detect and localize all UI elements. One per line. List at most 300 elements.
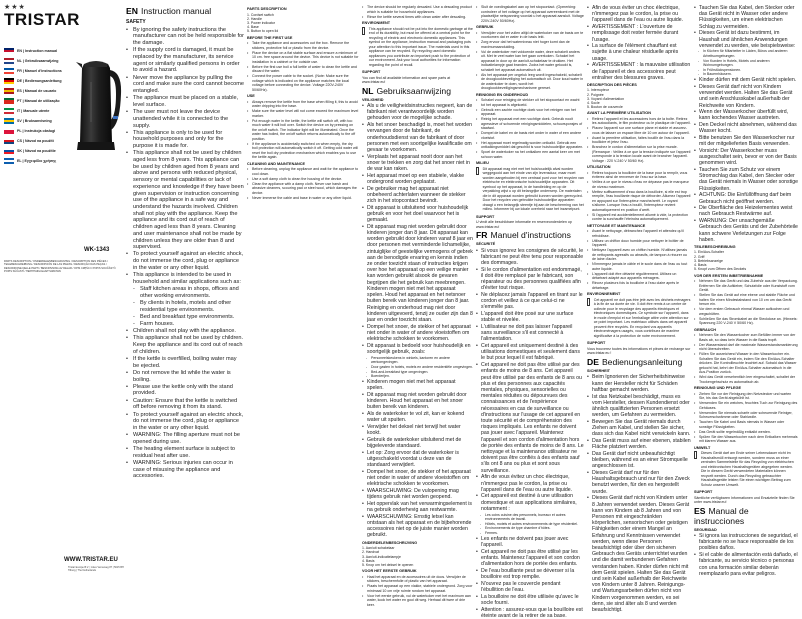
part-item: 5. Bouton de couvercle bbox=[587, 105, 623, 110]
instruction-item: • Nehmen Sie den Wasserkocher zum Befüllen immer von der Basis ab, so dass kein Wasser in die Basis tropft. bbox=[694, 333, 798, 342]
safety-subitem: - Hôtels, motels et autres environnements de type résidentiel. bbox=[476, 522, 584, 526]
utilisation-list bbox=[587, 171, 691, 222]
flag-icon bbox=[4, 128, 14, 134]
safety-subitem: - In Bauernhäusern. bbox=[694, 72, 798, 76]
website-link[interactable]: WWW.TRISTAR.EU bbox=[64, 557, 118, 563]
language-label: EL | Εγχειρίδιο χρήσης bbox=[17, 158, 57, 163]
nettoyage-heading: NETTOYAGE ET MAINTENANCE bbox=[587, 223, 646, 228]
safety-item: • Gebruik de waterkoker uitsluitend met de bijgeleverde standaard. bbox=[362, 437, 473, 449]
language-entry bbox=[4, 126, 78, 135]
instruction-item: • Nettoyez l'appareil avec un chiffon humide. N'utilisez jamais de nettoyants agressifs ou abrasifs, de tampon à récurer ou de laine d'acier. bbox=[587, 248, 691, 262]
sicherheit-heading: SICHERHEIT bbox=[587, 368, 610, 373]
instruction-item: • Mettez suffisamment d'eau dans la bouilloire, si elle est trop remplie, l'eau bouillante risque de déborder. Allumez l'appareil en appuyant sur l'interrupteur marche/arrêt. Le voyant s'allume. Lorsque l'eau a bouilli, l'interrupteur revient automatiquement en position d'arrêt. bbox=[587, 190, 691, 213]
reiniging-list bbox=[476, 98, 584, 159]
weee-bin-icon bbox=[587, 298, 590, 306]
instruction-item: • Avant le nettoyage, débranchez l'appareil et attendez qu'il refroidisse. bbox=[587, 229, 691, 238]
descaling-list bbox=[362, 5, 473, 19]
safety-item: • Please use the kettle only with the stand provided. bbox=[126, 384, 244, 397]
part-item: 5. Knop om het deksel te openen bbox=[362, 563, 414, 567]
safety-item: • This appliance is intended to be used in household and similar applications such as: bbox=[126, 272, 244, 285]
veiligheid-list bbox=[362, 103, 473, 355]
tristar-logo: TRISTAR bbox=[4, 10, 80, 29]
safety-item: • Vorsicht: Der Wasserkocher muss ausgeschaltet sein, bevor er von der Basis genommen wird. bbox=[694, 148, 798, 167]
brand-column bbox=[4, 4, 122, 571]
safety-item: • If the supply cord is damaged, it must be replaced by the manufacturer, its service agent or similarly qualified persons in order to avoid a hazard. bbox=[126, 47, 244, 74]
instruction-item: • Voor het eerste gebruik, vul de waterkoker met het maximum aan water, kook het water en gooi dit weg. Herhaal dit twee of drie keer. bbox=[362, 594, 473, 608]
safety-item: • This appliance is only to be used for household purposes and only for the purpose it is made for. bbox=[126, 130, 244, 150]
instruction-item: • Rincez plusieurs fois la bouilloire à l'eau claire après le détartrage. bbox=[587, 281, 691, 290]
safety-subitem: - In Frühstückspensionen. bbox=[694, 68, 798, 72]
flag-icon bbox=[4, 158, 14, 164]
safety-subitem: - Personeelskeukens in winkels, kantoren en andere werkomgevingen. bbox=[362, 356, 473, 365]
safety-subitem: - Les coins cuisine des personnels, bureaux et autres environnements de travail. bbox=[476, 513, 584, 522]
language-entry bbox=[4, 156, 78, 165]
before-first-use-list bbox=[247, 41, 359, 92]
securite-list bbox=[476, 248, 584, 513]
safety-item: • To protect yourself against an electric shock, do not immerse the cord, plug or appliance in the water or any other liquid. bbox=[126, 251, 244, 271]
sicherheit-list-continued bbox=[694, 5, 798, 49]
securite-list-continued bbox=[476, 536, 584, 619]
safety-item: • WAARSCHUWING: Ernstig letsel kan ontstaan als het apparaat en de bijbehorende accessoires niet op de juiste manier worden gebruikt. bbox=[362, 514, 473, 539]
instruction-item: • Das Gerät sollte regelmäßig entkalkt werden. bbox=[694, 430, 798, 435]
avant-utilisation-list bbox=[587, 117, 691, 164]
safety-item: • If the kettle is overfilled, boiling water may be ejected. bbox=[126, 356, 244, 369]
securite-heading: SÉCURITÉ bbox=[476, 242, 496, 246]
safety-item: • Si ignora las instrucciones de seguridad, el fabricante no se hace responsable de los posibles daños. bbox=[694, 533, 798, 552]
safety-item: • Bewegen Sie das Gerät niemals durch Ziehen am Kabel, und stellen Sie sicher, dass sich das Kabel nicht verwickeln kann. bbox=[587, 419, 691, 438]
safety-item: • La bouilloire ne doit être utilisée qu'avec le socle fourni. bbox=[476, 594, 584, 606]
support-text: You can find all available information and spare parts at www.tristar.eu! bbox=[362, 75, 451, 84]
support-text: U vindt alle beschikbare informatie en reserveonderdelen op www.tristar.eu! bbox=[476, 220, 572, 229]
instruction-item: • Haal het apparaat en de accessoires uit de doos. Verwijder de stickers, beschermfolie of plastic van het apparaat. bbox=[362, 575, 473, 584]
safety-item: • WAARSCHUWING: De vulopening mag tijdens gebruik niet worden geopend. bbox=[362, 488, 473, 500]
safety-item: • Tauchen Sie das Kabel, den Stecker oder das Gerät nicht in Wasser oder andere Flüssigkeiten, um einen elektrischen Schlag zu vermeiden. bbox=[694, 5, 798, 30]
section-heading-fr: FR Manuel d'instructions bbox=[476, 230, 571, 240]
model-number: WK-1343 bbox=[84, 247, 110, 253]
safety-item: • To protect yourself against an electric shock, do not immerse the cord, plug or appliance in the water or any other liquid. bbox=[126, 412, 244, 432]
safety-subitem: - In Küchen für Mitarbeiter in Läden, Büros und anderen Arbeitsumgebungen. bbox=[694, 49, 798, 58]
reiniging-heading: REINIGING EN ONDERHOUD bbox=[476, 92, 529, 97]
instruction-item: • Always remove the kettle from the base when filling it, this to avoid water dripping into the base. bbox=[247, 100, 359, 109]
instruction-item: • Use a soft damp cloth to clean the housing of the device. bbox=[247, 177, 359, 182]
instruction-item: • Take the appliance and accessories out the box. Remove the stickers, protective foil or plastic from the device. bbox=[247, 41, 359, 50]
weee-bin-icon bbox=[694, 451, 697, 459]
instruction-item: • Schakel voor reiniging de stekker uit het stopcontact en wacht tot het apparaat is afgekoeld. bbox=[476, 98, 584, 107]
veiligheid-list-continued bbox=[362, 379, 473, 539]
part-item: 2. Poignée bbox=[587, 92, 604, 97]
instruction-item: • Ziehen Sie vor der Reinigung den Netzstecker und warten Sie, bis das Gerät abgekühlt ist. bbox=[694, 392, 798, 401]
instruction-item: • If the appliance is accidentally switched on when empty, the dry boil protection will automatically switch it off. Getting cold water will reset the boil dry protection mechanism which enables you to use the kettle again. bbox=[247, 142, 359, 160]
weee-bin-icon bbox=[362, 27, 365, 35]
column-en-safety bbox=[126, 5, 244, 571]
voor-gebruik-list bbox=[362, 575, 473, 608]
instruction-item: • Connect the power cable to the socket. (Note: Make sure the voltage which is indicated on the appliance matches the local voltage before connecting the device. Voltage 220V-240V 50/60Hz). bbox=[247, 74, 359, 92]
parts-description-languages: PARTS DESCRIPTION / ONDERDELENBESCHRIJVING / DESCRIPTION DES PIÈCES / TEILEBESCHREIBUNG / DESCRIPCIÓN DE LAS PIEZAS / DESCRIÇÃO DAS PEÇAS / DESCRIZIONE DELLE PARTI / BESKRIVNING AV DELAR / OPIS CZĘŚCI / POPIS SOUČÁSTÍ / POPIS SÚČASTÍ / ΠΕΡΙΓΡΑΦΗ ΕΞΑΡΤΗΜΑΤΩΝ bbox=[4, 260, 116, 274]
safety-subitem: - Boerderijen. bbox=[362, 374, 473, 378]
teilebeschreibung-list bbox=[694, 250, 798, 271]
instruction-item: • The device should be regularly descaled. Use a descaling product which is suitable for household appliances. bbox=[362, 5, 473, 14]
safety-item: • Ne déplacez jamais l'appareil en tirant sur le cordon et veillez à ce que celui-ci ne s'emmêle pas. bbox=[476, 292, 584, 311]
environment-heading: ENVIRONMENT bbox=[362, 21, 391, 25]
language-entry bbox=[4, 96, 78, 105]
instruction-item: • Before the first use boil a full kettle of water to clean the kettle and discard the water. bbox=[247, 65, 359, 74]
language-label: ES | Manual de usuario bbox=[17, 88, 57, 93]
part-item: 1. Aan/uit schakelaar bbox=[362, 546, 395, 551]
description-pieces-list bbox=[587, 88, 691, 109]
teilebeschreibung-heading: TEILEBESCHREIBUNG bbox=[694, 244, 736, 249]
safety-subitem: - Environnements de type chambre d'hôtes. bbox=[476, 526, 584, 530]
nl-voltage-list bbox=[476, 5, 584, 23]
safety-item: • Als u de veiligheidsinstructies negeert, kan de fabrikant niet verantwoordelijk worden gehouden voor de mogelijke schade. bbox=[362, 103, 473, 122]
part-item: 1. Interrupteur bbox=[587, 88, 609, 93]
milieu-text: Dit apparaat mag niet met het huishoudelijk afval worden weggegooid aan het einde van zijn levensduur, maar moet worden aangeboden bij een centraal punt voor het recyclen van elektrische en elektronische huishoudelijke apparaten. Dit symbool op het apparaat, in de handleiding en op de verpakking wijst u op dit belangrijke onderwerp. De materialen die in dit apparaat worden gebruikt kunnen worden gerecycled. Door het recyclen van gebruikte huishoudelijke apparaten draagt u een belangrijk steentje bij aan de bescherming van het milieu. Informeer bij uw lokale overheid naar het inzamelpunt. bbox=[482, 166, 584, 211]
language-label: EN | Instruction manual bbox=[17, 48, 58, 53]
vor-inbetriebnahme-heading: VOR DER ERSTEN INBETRIEBNAHME bbox=[694, 273, 764, 278]
instruction-item: • Sluit de voedingskabel aan op het stopcontact. (Opmerking: controleer of het voltage op het apparaat overeenkomt met de plaatselijke netspanning voordat u het apparaat aansluit. Voltage 220V-240V 50/60Hz). bbox=[476, 5, 584, 23]
instruction-item: • Retirez toujours la bouilloire de la base pour la remplir, vous éviterez ainsi de renverser de l'eau sur la base. bbox=[587, 171, 691, 180]
cleaning-list bbox=[247, 167, 359, 200]
instruction-item: • Reinig het apparaat met een vochtige doek. Gebruik nooit agressieve of schurende reinigingsmiddelen, schuursponsjes of staalwol. bbox=[476, 117, 584, 131]
safety-item: • Kinder dürfen mit dem Gerät nicht spielen. bbox=[694, 77, 798, 83]
safety-item: • WARNING: The filling aperture must not be opened during use. bbox=[126, 432, 244, 445]
language-entry bbox=[4, 86, 78, 95]
language-entry bbox=[4, 56, 78, 65]
instruction-item: • Verwenden Sie niemals scharfe oder scheuernde Reiniger, Scheuerschwämme oder Stahlwolle. bbox=[694, 411, 798, 420]
safety-item: • AVERTISSEMENT : la mauvaise utilisation de l'appareil et des accessoires peut entraîner des blessures graves. bbox=[587, 62, 691, 81]
avant-utilisation-heading: AVANT LA PREMIÈRE UTILISATION bbox=[587, 111, 651, 116]
safety-item: • Dit apparaat is uitsluitend voor huishoudelijk gebruik en voor het doel waarvoor het is gemaakt. bbox=[362, 205, 473, 224]
safety-item: • Les enfants ne doivent pas jouer avec l'appareil. bbox=[476, 536, 584, 548]
instruction-item: • Branchez le cordon d'alimentation sur la prise murale. (Remarque : Veillez à ce que la tension indiquée sur l'appareil corresponde à la tension locale avant de brancher l'appareil. Voltage : 220 V-240 V 50/60 Hz). bbox=[587, 145, 691, 163]
before-first-use-heading: BEFORE THE FIRST USE bbox=[247, 35, 293, 40]
flag-icon bbox=[4, 108, 14, 114]
veiligheid-heading: VEILIGHEID bbox=[362, 97, 384, 102]
language-entry bbox=[4, 46, 78, 55]
safety-item: • Afin de vous éviter un choc électrique, n'immergez pas le cordon, la prise ou l'appareil dans de l'eau ou autre liquide. bbox=[587, 5, 691, 24]
safety-item: • Cet appareil est uniquement destiné à des utilisations domestiques et seulement dans le but pour lequel il est fabriqué. bbox=[476, 343, 584, 362]
language-label: PT | Manual de utilização bbox=[17, 98, 60, 103]
safety-item: • This appliance shall not be used by children aged less from 8 years. This appliance can be used by children aged from 8 years and above and persons with reduced physical, sensory or mental capabilities or lack of experience and knowledge if they have been given supervision or instruction concerning use of the appliance in a safe way and understand the hazards involved. Children shall not play with the appliance. Keep the appliance and its cord out of reach of children aged less than 8 years. Cleaning and user maintenance shall not be made by children unless they are older than 8 and supervised. bbox=[126, 150, 244, 251]
safety-item: • The heating element surface is subject to residual heat after use. bbox=[126, 446, 244, 459]
safety-item: • Dit apparaat mag niet worden gebruikt door kinderen jonger dan 8 jaar. Dit apparaat kan worden gebruikt door kinderen vanaf 8 jaar en door personen met verminderde lichamelijke, zintuiglijke of geestelijke vermogens of gebrek aan de benodigde ervaring en kennis indien ze onder toezicht staan of instructies krijgen over hoe het apparaat op een veilige manier kan worden gebruikt alsook de gevaren begrijpen die het gebruik kan meebrengen. Kinderen mogen niet met het apparaat spelen. Houd het apparaat en het netsnoer buiten bereik van kinderen jonger dan 8 jaar. Reiniging en onderhoud mag niet door kinderen uitgevoerd, tenzij ze ouder zijn dan 8 jaar en onder toezicht staan. bbox=[362, 224, 473, 323]
gebrauch-heading: GEBRAUCH bbox=[694, 327, 716, 332]
support-heading: SUPPORT bbox=[694, 490, 713, 494]
instruction-item: • Dompel de kabel en de basis niet onder in water of een andere vloeistof. bbox=[476, 131, 584, 140]
safety-item: • Dieses Gerät darf nicht von Kindern unter 8 Jahren verwendet werden. Dieses Gerät kann von Kindern ab 8 Jahren und von Personen mit eingeschränkten körperlichen, sensorischen oder geistigen Fähigkeiten oder einem Mangel an Erfahrung und Kenntnissen verwendet werden, wenn diese Personen beaufsichtigt oder über den sicheren Gebrauch des Geräts unterrichtet wurden und die damit verbundenen Gefahren verstanden haben. Kinder dürfen nicht mit dem Gerät spielen. Halten Sie das Gerät und sein Kabel außerhalb der Reichweite von Kindern unter 8 Jahren. Reinigungs- und Wartungsarbeiten dürfen nicht von Kindern vorgenommen werden, es sei denn, sie sind älter als 8 und werden beaufsichtigt. bbox=[587, 495, 691, 613]
instruction-item: • Verwijder voor het vullen altijd de waterkoker van de basis om te voorkomen dat er water in de basis lekt. bbox=[476, 31, 584, 40]
safety-item: • Attention : assurez-vous que la bouilloire est éteinte avant de la retirer de sa base. bbox=[476, 607, 584, 619]
column-en-usage bbox=[247, 5, 359, 571]
safety-item: • The user must not leave the device unattended while it is connected to the supply. bbox=[126, 109, 244, 129]
safety-item: • Afin de vous évitez un choc électrique, n'immergez pas le cordon, la prise ou l'appareil dans de l'eau ou autre liquide. bbox=[476, 474, 584, 493]
safety-subitem: - Fermes. bbox=[476, 531, 584, 535]
safety-item: • Children shall not play with the appliance. bbox=[126, 328, 244, 335]
instruction-item: • Vor dem ersten Gebrauch einmal Wasser aufkochen und wegschütten. bbox=[694, 307, 798, 316]
company-address: Tristar Europe B.V. | Jules Verneweg 87 | 5015 BH Tilburg | The Netherlands bbox=[68, 566, 124, 572]
section-heading-en: EN Instruction manual bbox=[126, 6, 212, 16]
instruction-item: • Zorg ervoor dat het waterniveau niet hoger komt dan de maximumaanduiding. bbox=[476, 40, 584, 49]
safety-item: • Dit apparaat is bedoeld voor huishoudelijk en soortgelijk gebruik, zoals: bbox=[362, 343, 473, 355]
language-index bbox=[4, 46, 78, 166]
instruction-item: • N'immergez jamais le câble et le socle dans de l'eau ou tout autre liquide. bbox=[587, 262, 691, 271]
utilisation-heading: UTILISATION bbox=[587, 165, 611, 170]
section-heading-nl: NL Gebruiksaanwijzing bbox=[362, 85, 451, 96]
safety-item: • Als de waterkoker te vol zit, kan er kokend water uit spuiten. bbox=[362, 411, 473, 423]
reinigung-heading: REINIGUNG UND PFLEGE bbox=[694, 386, 742, 390]
safety-item: • Dompel het snoer, de stekker of het apparaat niet onder in water of andere vloeistoffen om elektrische schokken te voorkomen. bbox=[362, 324, 473, 343]
safety-item: • Das Gerät darf nicht unbeaufsichtigt bleiben, während es an einer Stromquelle angeschlossen ist. bbox=[587, 451, 691, 470]
safety-item: • La surface de l'élément chauffant est sujette à une chaleur résiduelle après usage. bbox=[587, 43, 691, 62]
flag-icon bbox=[4, 98, 14, 104]
flag-icon bbox=[4, 58, 14, 64]
safety-item: • Het oppervlak van het verwarmingselement is na gebruik onderhevig aan restwarmte. bbox=[362, 501, 473, 513]
use-list bbox=[247, 100, 359, 160]
safety-item: • Let op: Zorg ervoor dat de waterkoker is uitgeschakeld voordat u deze van de standaard verwijdert. bbox=[362, 450, 473, 469]
support-text: Vous trouverez toutes les informations et pièces de rechange sur www.tristar.eu ! bbox=[587, 346, 691, 356]
fr-warning-list bbox=[587, 5, 691, 81]
sicherheit-list bbox=[587, 374, 691, 613]
language-entry bbox=[4, 106, 78, 115]
part-item: 3. Voyant d'alimentation bbox=[587, 96, 625, 101]
column-es bbox=[694, 5, 798, 577]
cleaning-heading: CLEANING AND MAINTENANCE bbox=[247, 161, 306, 166]
safety-item: • L'utilisateur ne doit pas laisser l'appareil sans surveillance s'il est connecté à l'alimentation. bbox=[476, 324, 584, 343]
safety-subitem: - Door gasten in hotels, motels en andere residentiële omgevingen. bbox=[362, 365, 473, 369]
safety-item: • Cet appareil ne doit pas être utilisé par les enfants. Maintenez l'appareil et son cordon d'alimentation hors de portée des enfants. bbox=[476, 549, 584, 568]
safety-item: • Dieses Gerät darf nicht von Kindern verwendet werden. Halten Sie das Gerät und sein Anschlusskabel außerhalb der Reichweite von Kindern. bbox=[694, 84, 798, 109]
column-fr bbox=[476, 5, 584, 619]
safety-item: • Tauchen Sie zum Schutz vor einem Stromschlag das Kabel, den Stecker oder das Gerät niemals in Wasser oder sonstige Flüssigkeiten. bbox=[694, 167, 798, 192]
safety-item: • Dit apparaat mag niet worden gebruikt door kinderen. Houd het apparaat en het snoer buiten bereik van kinderen. bbox=[362, 392, 473, 411]
safety-item: • Kinderen mogen niet met het apparaat spelen. bbox=[362, 379, 473, 391]
instruction-item: • Clean the appliance with a damp cloth. Never use harsh and abrasive cleaners, scouring pad or steel wool, which damages the device. bbox=[247, 182, 359, 196]
safety-item: • Cet appareil ne doit pas être utilisé par des enfants de moins de 8 ans. Cet appareil peut être utilisé par des enfants de 8 ans ou plus et des personnes aux capacités mentales, physiques, sensorielles ou mentales réduites ou dépourvues des connaissances et de l'expérience nécessaires en cas de surveillance ou d'instructions sur l'usage de cet appareil en toute sécurité et de compréhension des risques impliqués. Les enfants ne doivent pas jouer avec l'appareil. Maintenez l'appareil et son cordon d'alimentation hors de portée des enfants de moins de 8 ans. Le nettoyage et la maintenance utilisateur ne doivent pas être confiés à des enfants sauf s'ils ont 8 ans ou plus et sont sous surveillance. bbox=[476, 362, 584, 474]
support-heading: SUPPORT bbox=[362, 70, 381, 74]
part-item: 1. Cordset switch bbox=[247, 12, 274, 17]
part-item: 5. Button to open lid bbox=[247, 29, 279, 34]
safety-item: • Ist das Netzkabel beschädigt, muss es vom Hersteller, dessen Kundendienst oder ähnlich qualifizierten Personen ersetzt werden, um Gefahren zu vermeiden. bbox=[587, 394, 691, 419]
kettle-illustration bbox=[74, 54, 124, 159]
safety-item: • By ignoring the safety instructions the manufacturer can not be held responsible for the damage. bbox=[126, 27, 244, 47]
safety-item: • Verplaats het apparaat nooit door aan het snoer te trekken en zorg dat het snoer niet in de war kan raken. bbox=[362, 154, 473, 173]
part-item: 4. Basis bbox=[362, 558, 375, 563]
reinigung-list bbox=[694, 392, 798, 444]
parts-heading: PARTS DESCRIPTION bbox=[247, 7, 287, 11]
safety-item: • This appliance shall not be used by children. Keep the appliance and its cord out of reach of children. bbox=[126, 335, 244, 355]
safety-item: • Si vous ignorez les consignes de sécurité, le fabricant ne peut être tenu pour responsable des dommages. bbox=[476, 248, 584, 267]
instruction-item: • Wird das Gerät versehentlich leer eingeschaltet, schaltet der Trockengehschutz es automatisch ab. bbox=[694, 375, 798, 384]
flag-icon bbox=[4, 78, 14, 84]
safety-sublist bbox=[126, 286, 244, 328]
safety-item: • Beim Ignorieren der Sicherheitshinweise kann der Hersteller nicht für Schäden haftbar gemacht werden. bbox=[587, 374, 691, 393]
language-entry bbox=[4, 66, 78, 75]
instruction-item: • Rinse the kettle several times with clean water after descaling. bbox=[362, 15, 473, 20]
flag-icon bbox=[4, 48, 14, 54]
safety-item: • Never move the appliance by pulling the cord and make sure the cord cannot become entangled. bbox=[126, 75, 244, 95]
language-label: FR | Manuel d'instructions bbox=[17, 68, 62, 73]
language-label: PL | Instrukcja obsługi bbox=[17, 128, 56, 133]
language-label: SK | Návod na použitie bbox=[17, 148, 56, 153]
safety-item: • WARNING: Serious injuries can occur in case of misusing the appliance and accessories. bbox=[126, 460, 244, 480]
environnement-text: Cet appareil ne doit pas être jeté avec les déchets ménagers à la fin de sa durée de vie. Il doit être remis à un centre de collecte pour le recyclage des appareils électriques et électroniques domestiques. Ce symbole sur l'appareil, dans le mode d'emploi et sur l'emballage attire votre attention sur ce point important. Les matériaux utilisés dans cet appareil peuvent être recyclés. En recyclant vos appareils électroménagers usagés, vous contribuez de manière significative à la protection de notre environnement. bbox=[593, 297, 691, 338]
instruction-item: • Spoel de waterkoker na het ontkalken een aantal keer om met schoon water. bbox=[476, 150, 584, 159]
umwelt-text: Dieses Gerät darf am Ende seiner Lebensdauer nicht im Haushaltsmüll entsorgt werden, sondern muss an einer zentralen Sammelstelle für das Recycling von elektrischen und elektronischen Haushaltsgeräten abgegeben werden. Die in diesem Gerät verwendeten Materialien können recycelt werden. Durch das Recycling gebrauchter Haushaltsgeräte leisten Sie einen wichtigen Beitrag zum Schutz unserer Umwelt. bbox=[700, 451, 794, 487]
safety-heading: SAFETY bbox=[126, 19, 146, 25]
safety-item: • Den Deckel nicht abnehmen, während das Wasser kocht. bbox=[694, 122, 798, 134]
description-pieces-heading: DESCRIPTION DES PIÈCES bbox=[587, 82, 637, 87]
parts-list bbox=[247, 13, 359, 34]
column-nl bbox=[362, 5, 473, 607]
flag-icon bbox=[4, 68, 14, 74]
safety-item: • Bitte benutzen Sie den Wasserkocher nur mit der mitgelieferten Basis verwenden. bbox=[694, 135, 798, 147]
part-item: 4. Basis bbox=[694, 263, 707, 268]
part-item: 5. Knopf zum Öffnen des Deckels bbox=[694, 267, 747, 272]
seguridad-heading: SEGURIDAD bbox=[694, 527, 717, 532]
safety-item: • Het apparaat moet op een stabiele, vlakke ondergrond worden geplaatst. bbox=[362, 173, 473, 185]
language-label: CS | Návod na použití bbox=[17, 138, 54, 143]
instruction-item: • Der Wasserstand darf die maximale Wasserstandsmarkierung nicht überschreiten. bbox=[694, 343, 798, 352]
support-heading: SUPPORT bbox=[587, 341, 606, 346]
safety-item: • Caution: Ensure that the kettle is switched off before removing it from its stand. bbox=[126, 398, 244, 411]
instruction-item: • Füllen Sie ausreichend Wasser in den Wasserkocher ein. Schalten Sie das Gerät ein, indem Sie den Ein/Aus-Schalter drücken. Die Kontrollleuchte leuchtet auf. Sobald das Wasser gekocht hat, kehrt der Ein/Aus-Schalter automatisch in die Aus-Position zurück. bbox=[694, 352, 798, 375]
instruction-item: • Make sure the water level will not come exceed the maximum level marker. bbox=[247, 109, 359, 118]
safety-item: • De l'eau bouillante peut se déverser si la bouilloire est trop remplie. bbox=[476, 568, 584, 580]
umwelt-heading: UMWELT bbox=[694, 445, 711, 450]
instruction-item: • Retirez l'appareil et les accessoires hors de la boîte. Retirez les autocollants, le film protecteur ou le plastique de l'appareil. bbox=[587, 117, 691, 126]
safety-item: • Als het snoer beschadigd is, moet het worden vervangen door de fabrikant, de onderhoudsdienst van de fabrikant of door personen met een soortgelijke kwalificatie om gevaar te voorkomen. bbox=[362, 122, 473, 153]
safety-item: • Dompel het snoer, de stekker of het apparaat niet onder in water of andere vloeistoffen om elektrische schokken te voorkomen. bbox=[362, 469, 473, 488]
safety-item: • Cet appareil est destiné à une utilisation domestique et aux applications similaires, notamment : bbox=[476, 493, 584, 512]
safety-subitem: - By clients in hotels, motels and other residential type environments. bbox=[126, 300, 244, 313]
sicherheit-list-more bbox=[694, 77, 798, 243]
environment-text: This appliance should not be put into the domestic garbage at the end of its durability, but must be offered at a central point for the recycling of electric and electronic domestic appliances. This symbol on the appliance, instruction manual and packaging puts your attention to this important issue. The materials used in this appliance can be recycled. By recycling used domestic appliances you contribute an important push to the protection of our environment. Ask your local authorities for information regarding the point of recall. bbox=[368, 26, 473, 67]
instruction-item: • Put enough water in the kettle, the kettle will switch off, with too much water it will boil over. Switch the device on by pressing on the on/off switch. The indicator light will be illuminated. Once the water has boiled, the on/off switch returns automatically to the off position. bbox=[247, 119, 359, 142]
safety-item: • Si le cordon d'alimentation est endommagé, il doit être remplacé par le fabricant, son réparateur ou des personnes qualifiées afin d'éviter tout risque. bbox=[476, 267, 584, 292]
language-entry bbox=[4, 136, 78, 145]
instruction-item: • Place the device on a flat stable surface and ensure a minimum of 10 cm. free space around the device. This device is not suitable for installation in a cabinet or for outside use. bbox=[247, 51, 359, 65]
safety-subitem: - Farm houses. bbox=[126, 321, 244, 328]
instruction-item: • Nehmen Sie das Gerät und das Zubehör aus der Verpackung. Entfernen Sie die Aufkleber, Schutzfolie oder Kunststoff vom Gerät. bbox=[694, 279, 798, 293]
veiligheid-sublist bbox=[362, 356, 473, 379]
sicherheit-sublist bbox=[694, 49, 798, 76]
gebruik-heading: GEBRUIK bbox=[476, 25, 494, 29]
safety-item: • N'ouvrez pas le couvercle pendant l'ébullition de l'eau. bbox=[476, 581, 584, 593]
language-entry bbox=[4, 146, 78, 155]
weee-bin-icon bbox=[476, 167, 479, 175]
instruction-item: • Als het apparaat per ongeluk leeg wordt ingeschakeld, schakelt de droogkookbeveiliging het automatisch uit. Door koud water in de waterkoker te doen, wordt het droogkookbeveiligingsmechanisme gereset. bbox=[476, 73, 584, 91]
onderdelen-heading: ONDERDELENBESCHRIJVING bbox=[362, 540, 418, 545]
safety-list-continued bbox=[126, 328, 244, 480]
column-de bbox=[587, 5, 691, 613]
part-item: 4. Socle bbox=[587, 101, 600, 106]
safety-item: • De gebruiker mag het apparaat niet onbeheerd achterlaten wanneer de stekker zich in het stopcontact bevindt. bbox=[362, 186, 473, 205]
safety-subitem: - Staff kitchen areas in shops, offices and other working environments. bbox=[126, 286, 244, 299]
nettoyage-list bbox=[587, 229, 691, 290]
support-heading: SUPPORT bbox=[476, 214, 495, 219]
safety-item: • L'appareil doit être posé sur une surface stable et nivelée. bbox=[476, 311, 584, 323]
instruction-item: • Gebruik een zachte vochtige doek voor het reinigen van het apparaat. bbox=[476, 108, 584, 117]
language-entry bbox=[4, 116, 78, 125]
language-label: SV | Bruksanvisning bbox=[17, 118, 52, 123]
instruction-item: • Het apparaat moet regelmatig worden ontkalkt. Gebruik een ontkalkingsmiddel dat geschikt is voor huishoudelijke apparaten. bbox=[476, 141, 584, 150]
instruction-item: • Stellen Sie das Gerät auf eine ebene und stabile Fläche und halten Sie einen Mindestabstand von 10 cm um das Gerät herum ein. bbox=[694, 293, 798, 307]
safety-item: • Dieses Gerät darf nur für den Haushaltsgebrauch und nur für den Zweck benutzt werden, für den es hergestellt wurde. bbox=[587, 470, 691, 495]
safety-item: • Wenn der Wasserkocher überfüllt wird, kann kochendes Wasser austreten. bbox=[694, 109, 798, 121]
part-item: 3. Betriebsanzeige bbox=[694, 258, 723, 263]
language-label: DE | Bedienungsanleitung bbox=[17, 78, 62, 83]
safety-item: • AVERTISSEMENT : L'ouverture de remplissage doit rester fermée durant l'usage. bbox=[587, 24, 691, 43]
instruction-item: • Plaats het apparaat op een vlakke, stabiele ondergrond. Zorg voor minimaal 10 cm vrije ruimte rondom het apparaat. bbox=[362, 584, 473, 593]
safety-item: • ACHTUNG: Die Einfüllöffnung darf beim Gebrauch nicht geöffnet werden. bbox=[694, 192, 798, 204]
instruction-item: • Verwenden Sie ein weiches, feuchtes Tuch zur Reinigung des Gehäuses. bbox=[694, 401, 798, 410]
language-entry bbox=[4, 76, 78, 85]
vor-inbetriebnahme-list bbox=[694, 279, 798, 326]
environnement-heading: ENVIRONNEMENT bbox=[587, 292, 621, 297]
instruction-item: • Veillez à ce que le niveau d'eau ne dépasse pas le marqueur de niveau maximum. bbox=[587, 180, 691, 189]
safety-subitem: - Bed and breakfast type environments. bbox=[126, 314, 244, 321]
safety-item: • Verwijder het deksel niet terwijl het water kookt. bbox=[362, 424, 473, 436]
language-label: IT | Manuale utente bbox=[17, 108, 50, 113]
safety-item: • WARNUNG: Der unsachgemäße Gebrauch des Geräts und der Zubehörteile kann schwere Verletzungen zur Folge haben. bbox=[694, 218, 798, 243]
part-item: 2. Griff bbox=[694, 254, 705, 259]
instruction-item: • Placez l'appareil sur une surface plane et stable et assurez-vous de laisser un espace libre de 10 cm autour de l'appareil. bbox=[587, 126, 691, 135]
safety-item: • Das Gerät muss auf einer ebenen, stabilen Fläche platziert werden. bbox=[587, 438, 691, 450]
part-item: 3. Power indicator bbox=[247, 20, 276, 25]
safety-item: • Dieses Gerät ist dazu bestimmt, im Haushalt und ähnlichen Anwendungen verwendet zu werden, wie beispielsweise: bbox=[694, 30, 798, 49]
flag-icon bbox=[4, 138, 14, 144]
part-item: 1. Ein/Aus-Schalter bbox=[694, 250, 724, 255]
instruction-item: • Utilisez un chiffon doux humide pour nettoyer le boîtier de l'appareil. bbox=[587, 239, 691, 248]
flag-icon bbox=[4, 148, 14, 154]
gebruik-list bbox=[476, 31, 584, 91]
safety-subitem: - Von Kunden in Hotels, Motels und anderen Wohnumgebungen. bbox=[694, 59, 798, 68]
instruction-item: • Tauchen Sie Kabel und Basis niemals in Wasser oder sonstige Flüssigkeiten. bbox=[694, 420, 798, 429]
instruction-item: • Avant la première utilisation, faites bouillir de l'eau dans la bouilloire et jetez l'eau. bbox=[587, 136, 691, 145]
safety-item: • Do not remove the lid while the water is boiling. bbox=[126, 370, 244, 383]
milieu-heading: MILIEU bbox=[476, 161, 489, 165]
safety-list bbox=[126, 27, 244, 286]
use-heading: USE bbox=[247, 94, 255, 99]
gebrauch-list bbox=[694, 333, 798, 384]
safety-item: • Si el cable de alimentación está dañado, el fabricante, su servicio técnico o personas con una formación similar deberán reemplazarlo para evitar peligros. bbox=[694, 552, 798, 577]
part-item: 2. Handle bbox=[247, 16, 262, 21]
support-text: Sämtliche verfügbaren Informationen und Ersatzteile finden Sie unter www.tristar.eu! bbox=[694, 495, 795, 504]
part-item: 2. Handvat bbox=[362, 550, 379, 555]
language-label: NL | Gebruiksaanwijzing bbox=[17, 58, 59, 63]
instruction-item: • Si l'appareil est accidentellement allumé à vide, la protection contre la surchauffe l'éteindra automatiquement. bbox=[587, 213, 691, 222]
voor-gebruik-heading: VOOR HET EERSTE GEBRUIK bbox=[362, 569, 417, 574]
logo-stars: ★★★ bbox=[4, 4, 26, 11]
securite-sublist bbox=[476, 513, 584, 536]
part-item: 3. Aan/uit-indicatielampje bbox=[362, 554, 401, 559]
instruction-item: • Before cleaning, unplug the appliance and wait for the appliance to cool down. bbox=[247, 167, 359, 176]
safety-item: • Die Oberfläche des Heizelementes weist nach Gebrauch Restwärme auf. bbox=[694, 205, 798, 217]
instruction-item: • Never immerse the cable and base in water or any other liquid. bbox=[247, 196, 359, 201]
onderdelen-list bbox=[362, 546, 473, 567]
safety-subitem: - Bed-and-breakfast type omgevingen. bbox=[362, 370, 473, 374]
instruction-item: • L'appareil doit être détartré régulièrement. Utilisez un détartrant adapté aux appareils ménagers. bbox=[587, 272, 691, 281]
safety-item: • The appliance must be placed on a stable, level surface. bbox=[126, 95, 244, 108]
instruction-item: • Spülen Sie den Wasserkocher nach dem Entkalken mehrmals mit klarem Wasser aus. bbox=[694, 435, 798, 444]
section-heading-de: DE Bedienungsanleitung bbox=[587, 356, 683, 367]
instruction-item: • Schließen Sie das Stromkabel an die Steckdose an. (Hinweis: Spannung 220 V-240 V 50/60 Hz). bbox=[694, 317, 798, 326]
flag-icon bbox=[4, 88, 14, 94]
part-item: 4. Base bbox=[247, 25, 259, 30]
section-heading-es: ES Manual de instrucciones bbox=[694, 505, 749, 526]
instruction-item: • Vul de waterkoker met voldoende water, deze schakelt anders uit. Met te veel water kan het gaan overkoken. Schakel het apparaat in door op de aan/uit-schakelaar te drukken. Het indicatielampje gaat branden. Zodra het water gekookt is, schakelt het apparaat automatisch uit. bbox=[476, 50, 584, 73]
flag-icon bbox=[4, 118, 14, 124]
seguridad-list bbox=[694, 533, 798, 577]
